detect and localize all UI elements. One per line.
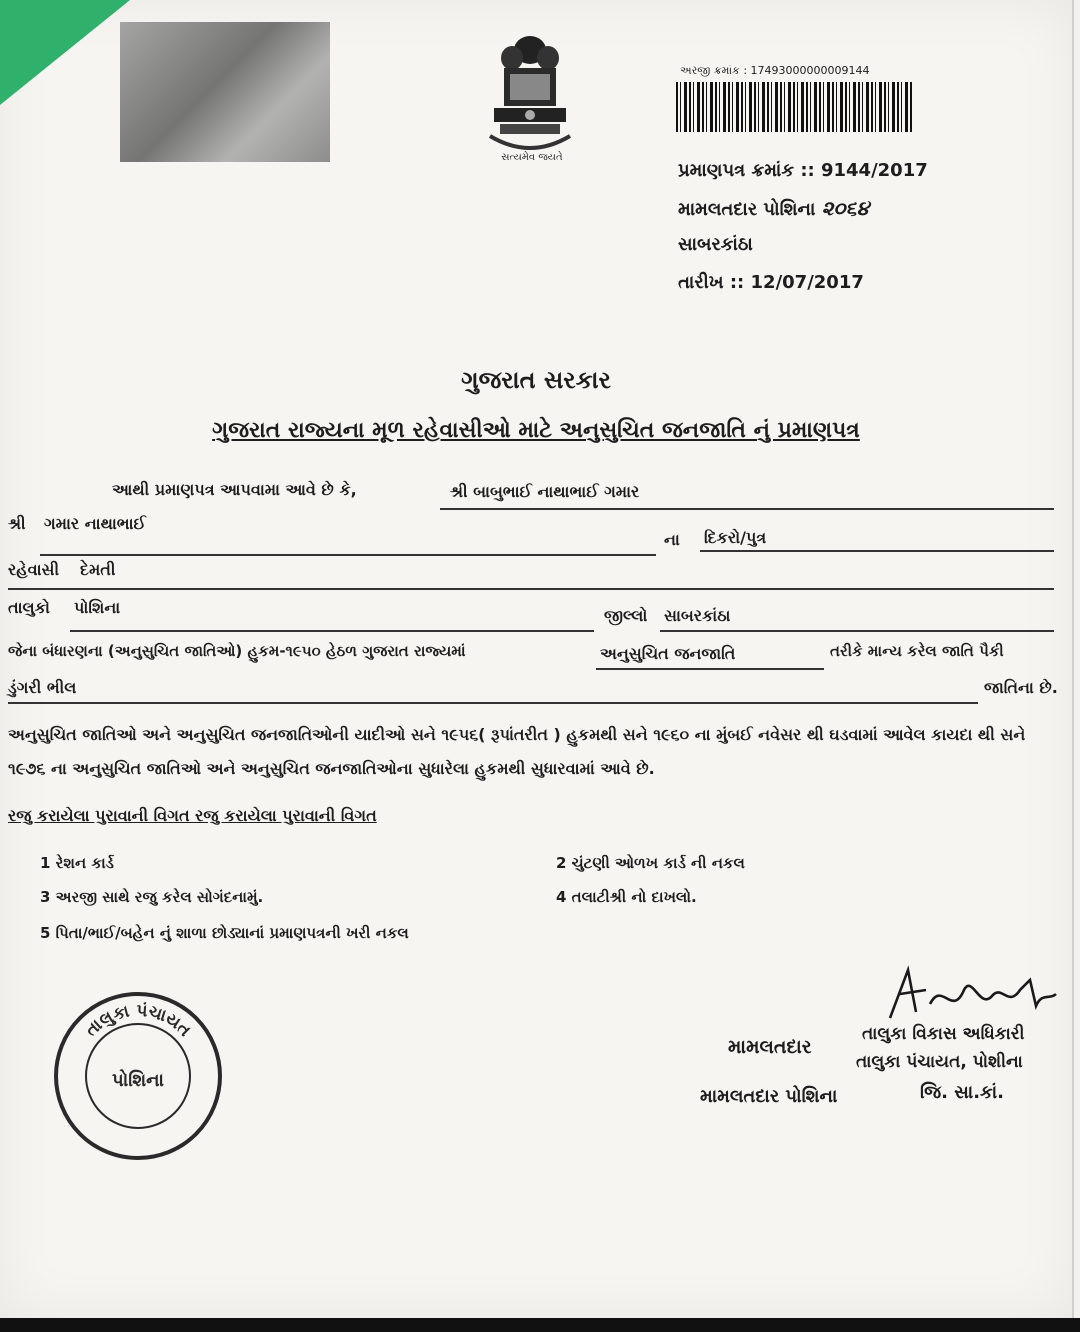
signatory-title-right-2: તાલુકા પંચાયત, પોશીના bbox=[856, 1052, 1023, 1072]
evidence-item-3: 3 અરજી સાથે રજુ કરેલ સોગંદનામું. bbox=[40, 888, 264, 906]
svg-text:તાલુકા પંચાયત bbox=[82, 1001, 195, 1041]
taluka-label: તાલુકો bbox=[8, 598, 50, 617]
relation-line bbox=[700, 550, 1054, 552]
signatory-title-right-1: તાલુકા વિકાસ અધિકારી bbox=[862, 1024, 1025, 1044]
taluka-line bbox=[70, 630, 594, 632]
village-line bbox=[8, 588, 1054, 590]
order-text: જેના બંધારણના (અનુસુચિત જાતિઓ) હુકમ-૧૯૫૦ હેઠળ ગુજરાત રાજ્યમાં bbox=[8, 642, 466, 660]
evidence-item-2: 2 ચુંટણી ઓળખ કાર્ડ ની નકલ bbox=[556, 854, 745, 872]
office-line bbox=[678, 196, 869, 220]
recognized-text: તરીકે માન્ય કરેલ જાતિ પૈકી bbox=[830, 642, 1004, 660]
district-line bbox=[660, 630, 1054, 632]
applicant-name-line bbox=[440, 508, 1054, 510]
category-line bbox=[596, 668, 824, 670]
signatory-title-left: મામલતદાર bbox=[728, 1036, 812, 1058]
certificate-date: તારીખ :: 12/07/2017 bbox=[678, 272, 864, 293]
seal-center-text: પોશિના bbox=[112, 1070, 164, 1091]
seal-outer-text: તાલુકા પંચાયત bbox=[81, 1000, 195, 1041]
government-title: ગુજરાત સરકાર bbox=[461, 366, 611, 394]
caste: ડુંગરી ભીલ bbox=[8, 678, 77, 697]
evidence-item-5: 5 પિતા/ભાઈ/બહેન નું શાળા છોડ્યાનાં પ્રમાણપત્રની ખરી નકલ bbox=[40, 924, 409, 942]
taluka: પોશિના bbox=[74, 598, 121, 617]
district: સાબરકાંઠા bbox=[664, 606, 731, 625]
caste-line bbox=[8, 702, 978, 704]
caste-suffix: જાતિના છે. bbox=[984, 678, 1058, 697]
na-label: ના bbox=[664, 530, 680, 549]
evidence-heading: રજુ કરાયેલા પુરાવાની વિગત રજુ કરાયેલા પુરાવાની વિગત bbox=[8, 806, 377, 825]
village: દેમતી bbox=[80, 560, 116, 579]
father-name-line bbox=[40, 554, 656, 556]
father-name: ગમાર નાથાભાઈ bbox=[44, 514, 146, 533]
signatory-office-right: જિ. સા.કાં. bbox=[920, 1082, 1004, 1103]
shri-label: શ્રી bbox=[8, 514, 26, 533]
evidence-item-4: 4 તલાટીશ્રી નો દાખલો. bbox=[556, 888, 697, 906]
corner-mark bbox=[0, 0, 130, 105]
certificate-title: ગુજરાત રાજ્યના મૂળ રહેવાસીઓ માટે અનુસુચિત જનજાતિ નું પ્રમાણપત્ર bbox=[212, 418, 860, 443]
header-district: સાબરકાંઠા bbox=[678, 234, 753, 255]
signature-icon bbox=[880, 960, 1060, 1030]
resident-label: રહેવાસી bbox=[8, 560, 60, 579]
certificate-number: પ્રમાણપત્ર ક્રમાંક :: 9144/2017 bbox=[678, 160, 928, 181]
bottom-band bbox=[0, 1318, 1080, 1332]
applicant-photo bbox=[120, 22, 330, 162]
application-number: અરજી ક્રમાંક : 17493000000009144 bbox=[680, 64, 870, 77]
office-handwritten-number: ૨૦૬૪ bbox=[821, 196, 870, 220]
evidence-item-1: 1 રેશન કાર્ડ bbox=[40, 854, 114, 872]
legal-paragraph: અનુસુચિત જાતિઓ અને અનુસુચિત જનજાતિઓની યાદીઓ સને ૧૯૫૬( રૂપાંતરીત ) હુકમથી સને ૧૯૬૦ ના મુંબઈ નવેસર થી ઘડવામાં આવેલ કાયદા થી સને ૧૯૭૬ ના અનુસુચિત જાતિઓ અને અનુસુચિત જનજાતિઓના સુધારેલા હુકમથી સુધારવામાં આવે છે. bbox=[8, 725, 1026, 778]
district-label: જીલ્લો bbox=[604, 606, 648, 625]
seal-stamp-icon bbox=[52, 990, 224, 1162]
signatory-office-left: મામલતદાર પોશિના bbox=[700, 1086, 838, 1107]
relation: દિકરો/પુત્ર bbox=[704, 528, 767, 547]
category: અનુસુચિત જનજાતિ bbox=[600, 644, 736, 663]
intro-text: આથી પ્રમાણપત્ર આપવામા આવે છે કે, bbox=[112, 480, 357, 499]
office-name: મામલતદાર પોશિના bbox=[678, 199, 816, 220]
emblem-caption: સત્યમેવ જયતે bbox=[501, 152, 563, 163]
barcode bbox=[676, 82, 912, 132]
applicant-name: શ્રી બાબુભાઈ નાથાભાઈ ગમાર bbox=[450, 482, 640, 501]
